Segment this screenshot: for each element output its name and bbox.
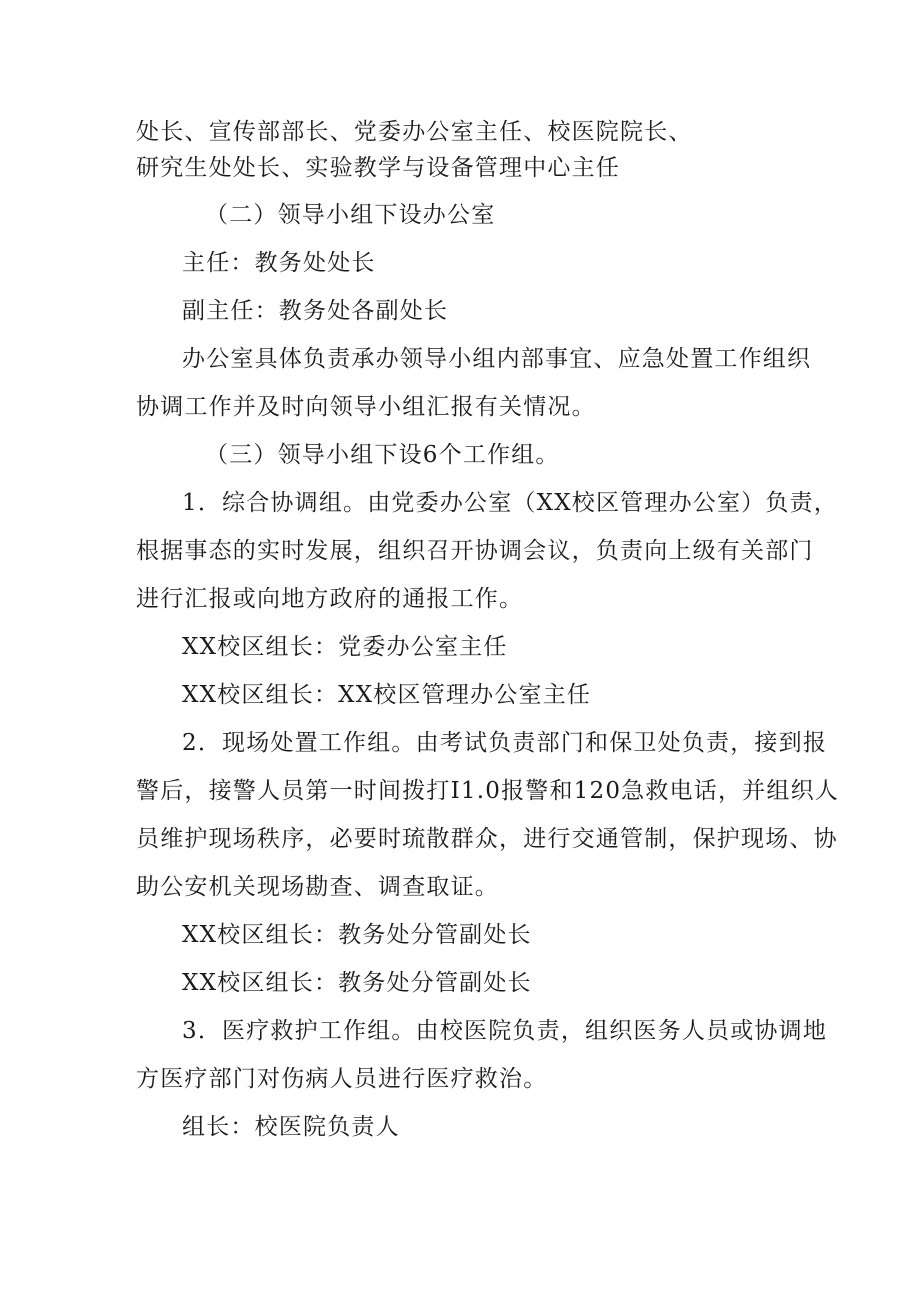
text-line-group1-leader-1: XX校区组长：党委办公室主任 — [182, 634, 508, 660]
text-line-group3-1: 3．医疗救护工作组。由校医院负责，组织医务人员或协调地 — [182, 1018, 828, 1044]
text-line-office-2: 协调工作并及时向领导小组汇报有关情况。 — [136, 394, 596, 420]
text-line-group2-3: 员维护现场秩序，必要时琉散群众，进行交通管制，保护现场、协 — [136, 826, 838, 852]
text-line-group1-leader-2: XX校区组长：XX校区管理办公室主任 — [182, 682, 592, 708]
text-line-2: 研究生处处长、实验教学与设备管理中心主任 — [136, 155, 620, 181]
text-line-group3-leader: 组长：校医院负责人 — [182, 1114, 400, 1140]
text-line-group1-1: 1．综合协调组。由党委办公室（XX校区管理办公室）负责， — [182, 490, 838, 516]
text-line-group2-leader-2: XX校区组长：教务处分管副处长 — [182, 970, 532, 996]
text-line-director: 主任：教务处处长 — [182, 250, 376, 276]
text-line-group2-1: 2．现场处置工作组。由考试负责部门和保卫处负责，接到报 — [182, 730, 828, 756]
text-line-group2-2: 警后，接警人员第一时间拨打I1.0报警和120急救电话，并组织人 — [136, 778, 839, 804]
text-line-1: 处长、宣传部部长、党委办公室主任、校医院院长、 — [136, 119, 693, 145]
section-heading-2: （二）领导小组下设办公室 — [205, 202, 496, 228]
text-line-group2-4: 助公安机关现场勘查、调查取证。 — [136, 874, 499, 900]
section-heading-3: （三）领导小组下设6个工作组。 — [205, 442, 560, 468]
text-line-group1-2: 根据事态的实时发展，组织召开协调会议，负责向上级有关部门 — [136, 538, 814, 564]
text-line-deputy-director: 副主任：教务处各副处长 — [182, 298, 449, 324]
text-line-group3-2: 方医疗部门对伤病人员进行医疗救治。 — [136, 1066, 548, 1092]
text-line-office-1: 办公室具体负责承办领导小组内部事宜、应急处置工作组织 — [182, 346, 812, 372]
text-line-group1-3: 进行汇报或向地方政府的通报工作。 — [136, 586, 524, 612]
text-line-group2-leader-1: XX校区组长：教务处分管副处长 — [182, 922, 532, 948]
